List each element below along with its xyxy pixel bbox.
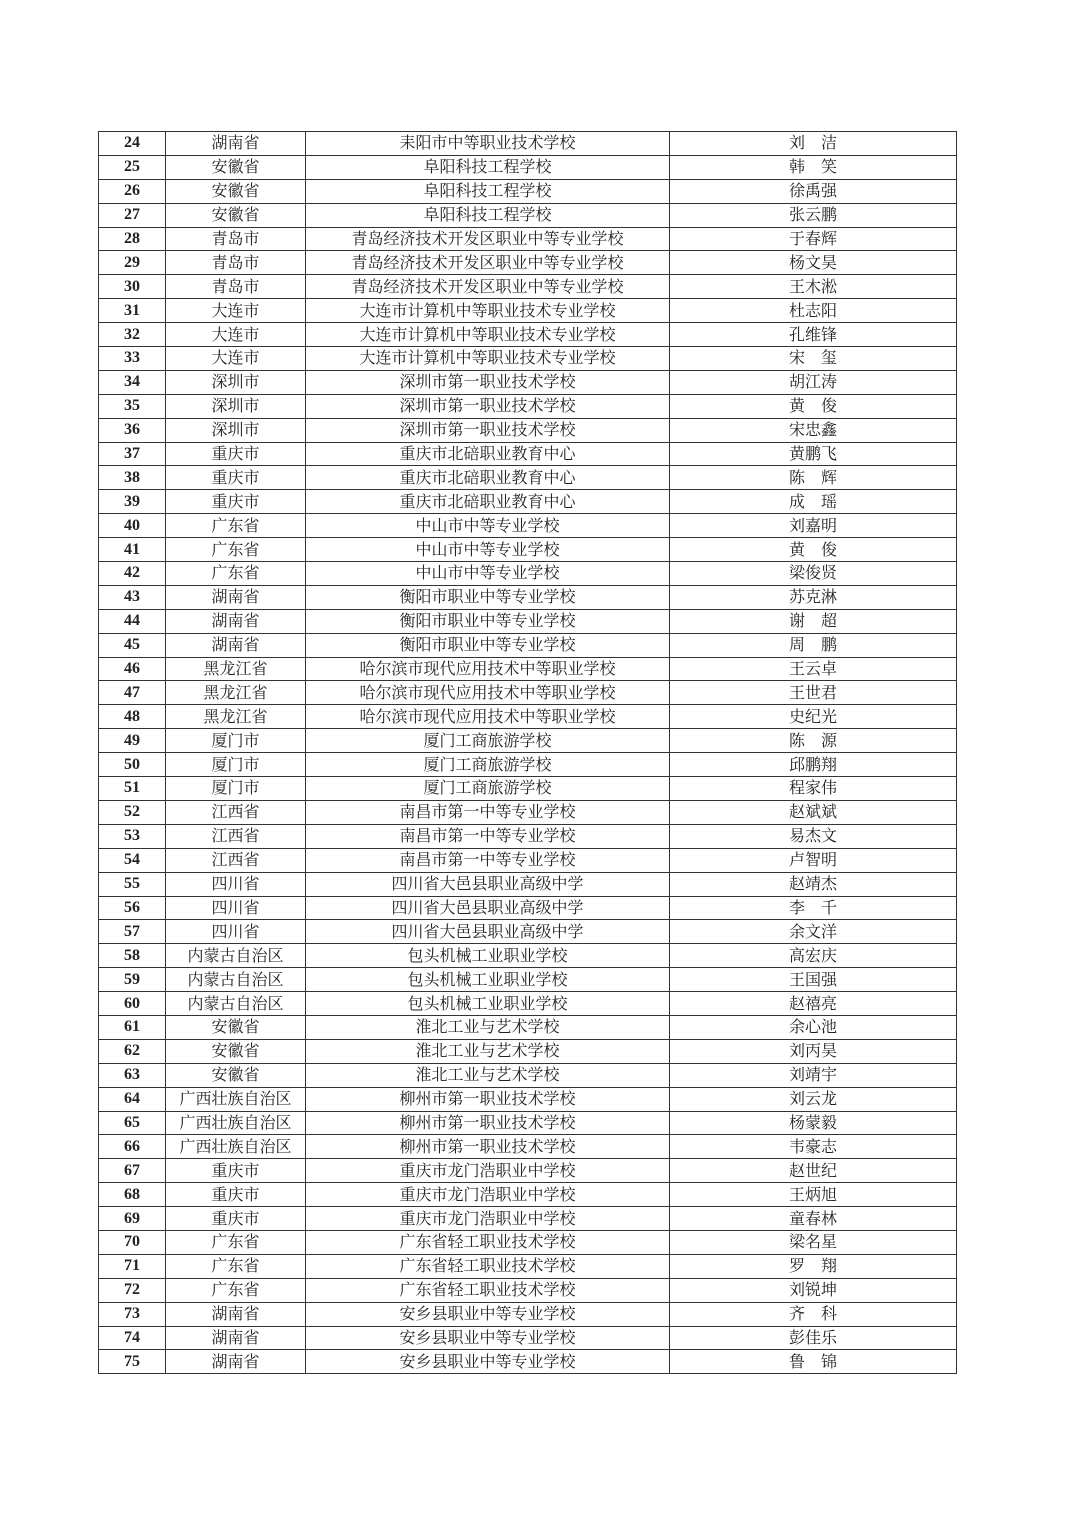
row-number: 60 [99, 992, 166, 1016]
region-cell: 重庆市 [166, 1183, 306, 1207]
name-cell: 张云鹏 [670, 203, 957, 227]
school-cell: 大连市计算机中等职业技术专业学校 [306, 323, 670, 347]
school-cell: 深圳市第一职业技术学校 [306, 394, 670, 418]
school-cell: 阜阳科技工程学校 [306, 203, 670, 227]
region-cell: 江西省 [166, 800, 306, 824]
table-row [99, 872, 957, 896]
region-cell: 深圳市 [166, 370, 306, 394]
row-number: 74 [99, 1326, 166, 1350]
row-number: 34 [99, 370, 166, 394]
region-cell: 湖南省 [166, 132, 306, 156]
table-row [99, 705, 957, 729]
row-number: 29 [99, 251, 166, 275]
name-cell: 史纪光 [670, 705, 957, 729]
school-cell: 哈尔滨市现代应用技术中等职业学校 [306, 705, 670, 729]
table-row [99, 347, 957, 371]
name-cell: 罗 翔 [670, 1254, 957, 1278]
table-row [99, 1230, 957, 1254]
row-number: 53 [99, 824, 166, 848]
name-cell: 杜志阳 [670, 299, 957, 323]
participant-table [98, 131, 957, 1374]
region-cell: 四川省 [166, 896, 306, 920]
name-cell: 程家伟 [670, 777, 957, 801]
school-cell: 四川省大邑县职业高级中学 [306, 896, 670, 920]
name-cell: 余文洋 [670, 920, 957, 944]
school-cell: 南昌市第一中等专业学校 [306, 800, 670, 824]
name-cell: 谢 超 [670, 609, 957, 633]
region-cell: 湖南省 [166, 1302, 306, 1326]
region-cell: 大连市 [166, 323, 306, 347]
row-number: 57 [99, 920, 166, 944]
school-cell: 重庆市龙门浩职业中学校 [306, 1159, 670, 1183]
name-cell: 王炳旭 [670, 1183, 957, 1207]
school-cell: 青岛经济技术开发区职业中等专业学校 [306, 275, 670, 299]
table-row [99, 442, 957, 466]
row-number: 39 [99, 490, 166, 514]
table-row [99, 538, 957, 562]
name-cell: 卢智明 [670, 848, 957, 872]
name-cell: 刘云龙 [670, 1087, 957, 1111]
region-cell: 广西壮族自治区 [166, 1135, 306, 1159]
row-number: 46 [99, 657, 166, 681]
row-number: 30 [99, 275, 166, 299]
row-number: 45 [99, 633, 166, 657]
name-cell: 梁俊贤 [670, 562, 957, 586]
region-cell: 重庆市 [166, 466, 306, 490]
table-row [99, 1039, 957, 1063]
row-number: 68 [99, 1183, 166, 1207]
row-number: 31 [99, 299, 166, 323]
row-number: 26 [99, 179, 166, 203]
table-row [99, 1063, 957, 1087]
name-cell: 韩 笑 [670, 155, 957, 179]
row-number: 65 [99, 1111, 166, 1135]
school-cell: 哈尔滨市现代应用技术中等职业学校 [306, 681, 670, 705]
name-cell: 孔维锋 [670, 323, 957, 347]
region-cell: 深圳市 [166, 418, 306, 442]
row-number: 55 [99, 872, 166, 896]
table-row [99, 992, 957, 1016]
school-cell: 重庆市北碚职业教育中心 [306, 442, 670, 466]
school-cell: 厦门工商旅游学校 [306, 729, 670, 753]
row-number: 71 [99, 1254, 166, 1278]
table-row [99, 1302, 957, 1326]
region-cell: 黑龙江省 [166, 705, 306, 729]
table-row [99, 227, 957, 251]
table-row [99, 418, 957, 442]
name-cell: 黄 俊 [670, 394, 957, 418]
table-row [99, 1159, 957, 1183]
school-cell: 安乡县职业中等专业学校 [306, 1302, 670, 1326]
row-number: 27 [99, 203, 166, 227]
table-row [99, 1278, 957, 1302]
row-number: 24 [99, 132, 166, 156]
school-cell: 大连市计算机中等职业技术专业学校 [306, 299, 670, 323]
school-cell: 包头机械工业职业学校 [306, 944, 670, 968]
region-cell: 青岛市 [166, 251, 306, 275]
table-row [99, 1207, 957, 1231]
name-cell: 王云卓 [670, 657, 957, 681]
table-row [99, 466, 957, 490]
table-row [99, 275, 957, 299]
school-cell: 深圳市第一职业技术学校 [306, 418, 670, 442]
region-cell: 厦门市 [166, 753, 306, 777]
row-number: 33 [99, 347, 166, 371]
name-cell: 刘锐坤 [670, 1278, 957, 1302]
table-row [99, 1254, 957, 1278]
school-cell: 包头机械工业职业学校 [306, 968, 670, 992]
table-row [99, 1015, 957, 1039]
row-number: 51 [99, 777, 166, 801]
school-cell: 南昌市第一中等专业学校 [306, 824, 670, 848]
region-cell: 安徽省 [166, 203, 306, 227]
table-row [99, 490, 957, 514]
row-number: 73 [99, 1302, 166, 1326]
name-cell: 宋忠鑫 [670, 418, 957, 442]
school-cell: 青岛经济技术开发区职业中等专业学校 [306, 227, 670, 251]
table-row [99, 394, 957, 418]
table-row [99, 633, 957, 657]
name-cell: 刘靖宇 [670, 1063, 957, 1087]
name-cell: 鲁 锦 [670, 1350, 957, 1374]
table-row [99, 562, 957, 586]
region-cell: 安徽省 [166, 1015, 306, 1039]
table-row [99, 1087, 957, 1111]
region-cell: 广东省 [166, 514, 306, 538]
table-row [99, 920, 957, 944]
table-row [99, 848, 957, 872]
school-cell: 柳州市第一职业技术学校 [306, 1135, 670, 1159]
region-cell: 江西省 [166, 824, 306, 848]
name-cell: 童春林 [670, 1207, 957, 1231]
table-row [99, 968, 957, 992]
name-cell: 王世君 [670, 681, 957, 705]
school-cell: 南昌市第一中等专业学校 [306, 848, 670, 872]
name-cell: 宋 玺 [670, 347, 957, 371]
region-cell: 厦门市 [166, 729, 306, 753]
row-number: 69 [99, 1207, 166, 1231]
region-cell: 广西壮族自治区 [166, 1087, 306, 1111]
table-row [99, 585, 957, 609]
region-cell: 内蒙古自治区 [166, 944, 306, 968]
row-number: 52 [99, 800, 166, 824]
row-number: 58 [99, 944, 166, 968]
row-number: 47 [99, 681, 166, 705]
row-number: 75 [99, 1350, 166, 1374]
region-cell: 内蒙古自治区 [166, 992, 306, 1016]
region-cell: 湖南省 [166, 1350, 306, 1374]
row-number: 59 [99, 968, 166, 992]
row-number: 43 [99, 585, 166, 609]
table-row [99, 203, 957, 227]
row-number: 66 [99, 1135, 166, 1159]
row-number: 62 [99, 1039, 166, 1063]
school-cell: 淮北工业与艺术学校 [306, 1063, 670, 1087]
name-cell: 徐禹强 [670, 179, 957, 203]
row-number: 36 [99, 418, 166, 442]
row-number: 63 [99, 1063, 166, 1087]
row-number: 37 [99, 442, 166, 466]
region-cell: 安徽省 [166, 179, 306, 203]
region-cell: 湖南省 [166, 585, 306, 609]
row-number: 38 [99, 466, 166, 490]
school-cell: 中山市中等专业学校 [306, 562, 670, 586]
region-cell: 广西壮族自治区 [166, 1111, 306, 1135]
name-cell: 胡江涛 [670, 370, 957, 394]
school-cell: 重庆市北碚职业教育中心 [306, 490, 670, 514]
name-cell: 陈 源 [670, 729, 957, 753]
table-row [99, 681, 957, 705]
school-cell: 安乡县职业中等专业学校 [306, 1326, 670, 1350]
region-cell: 广东省 [166, 538, 306, 562]
region-cell: 广东省 [166, 1278, 306, 1302]
school-cell: 淮北工业与艺术学校 [306, 1039, 670, 1063]
table-row [99, 1326, 957, 1350]
row-number: 41 [99, 538, 166, 562]
name-cell: 余心池 [670, 1015, 957, 1039]
name-cell: 彭佳乐 [670, 1326, 957, 1350]
row-number: 56 [99, 896, 166, 920]
table-row [99, 896, 957, 920]
row-number: 28 [99, 227, 166, 251]
table-row [99, 299, 957, 323]
name-cell: 刘 洁 [670, 132, 957, 156]
row-number: 40 [99, 514, 166, 538]
row-number: 54 [99, 848, 166, 872]
region-cell: 青岛市 [166, 227, 306, 251]
table-row [99, 657, 957, 681]
table-row [99, 323, 957, 347]
table-body [99, 132, 957, 1374]
region-cell: 四川省 [166, 872, 306, 896]
region-cell: 湖南省 [166, 633, 306, 657]
school-cell: 衡阳市职业中等专业学校 [306, 585, 670, 609]
region-cell: 内蒙古自治区 [166, 968, 306, 992]
region-cell: 大连市 [166, 299, 306, 323]
row-number: 42 [99, 562, 166, 586]
row-number: 32 [99, 323, 166, 347]
name-cell: 陈 辉 [670, 466, 957, 490]
row-number: 25 [99, 155, 166, 179]
row-number: 61 [99, 1015, 166, 1039]
name-cell: 苏克淋 [670, 585, 957, 609]
row-number: 50 [99, 753, 166, 777]
school-cell: 大连市计算机中等职业技术专业学校 [306, 347, 670, 371]
region-cell: 安徽省 [166, 155, 306, 179]
school-cell: 广东省轻工职业技术学校 [306, 1278, 670, 1302]
name-cell: 于春辉 [670, 227, 957, 251]
table-row [99, 753, 957, 777]
name-cell: 韦豪志 [670, 1135, 957, 1159]
school-cell: 衡阳市职业中等专业学校 [306, 633, 670, 657]
table-row [99, 1350, 957, 1374]
school-cell: 包头机械工业职业学校 [306, 992, 670, 1016]
region-cell: 安徽省 [166, 1063, 306, 1087]
name-cell: 黄鹏飞 [670, 442, 957, 466]
school-cell: 哈尔滨市现代应用技术中等职业学校 [306, 657, 670, 681]
table-row [99, 1135, 957, 1159]
row-number: 35 [99, 394, 166, 418]
row-number: 49 [99, 729, 166, 753]
region-cell: 厦门市 [166, 777, 306, 801]
table-row [99, 155, 957, 179]
region-cell: 湖南省 [166, 609, 306, 633]
region-cell: 大连市 [166, 347, 306, 371]
school-cell: 柳州市第一职业技术学校 [306, 1111, 670, 1135]
name-cell: 高宏庆 [670, 944, 957, 968]
region-cell: 青岛市 [166, 275, 306, 299]
school-cell: 广东省轻工职业技术学校 [306, 1230, 670, 1254]
name-cell: 齐 科 [670, 1302, 957, 1326]
school-cell: 阜阳科技工程学校 [306, 155, 670, 179]
school-cell: 重庆市龙门浩职业中学校 [306, 1207, 670, 1231]
school-cell: 四川省大邑县职业高级中学 [306, 920, 670, 944]
region-cell: 湖南省 [166, 1326, 306, 1350]
name-cell: 易杰文 [670, 824, 957, 848]
name-cell: 成 瑶 [670, 490, 957, 514]
region-cell: 江西省 [166, 848, 306, 872]
school-cell: 阜阳科技工程学校 [306, 179, 670, 203]
school-cell: 厦门工商旅游学校 [306, 753, 670, 777]
region-cell: 深圳市 [166, 394, 306, 418]
region-cell: 重庆市 [166, 490, 306, 514]
table-row [99, 777, 957, 801]
table-row [99, 800, 957, 824]
table-row [99, 944, 957, 968]
school-cell: 柳州市第一职业技术学校 [306, 1087, 670, 1111]
school-cell: 耒阳市中等职业技术学校 [306, 132, 670, 156]
region-cell: 黑龙江省 [166, 681, 306, 705]
name-cell: 刘嘉明 [670, 514, 957, 538]
name-cell: 刘丙昊 [670, 1039, 957, 1063]
row-number: 67 [99, 1159, 166, 1183]
name-cell: 杨文昊 [670, 251, 957, 275]
school-cell: 中山市中等专业学校 [306, 514, 670, 538]
school-cell: 中山市中等专业学校 [306, 538, 670, 562]
school-cell: 重庆市北碚职业教育中心 [306, 466, 670, 490]
table-row [99, 1111, 957, 1135]
name-cell: 赵斌斌 [670, 800, 957, 824]
table-row [99, 251, 957, 275]
name-cell: 赵禧亮 [670, 992, 957, 1016]
school-cell: 安乡县职业中等专业学校 [306, 1350, 670, 1374]
table-row [99, 179, 957, 203]
region-cell: 安徽省 [166, 1039, 306, 1063]
name-cell: 赵世纪 [670, 1159, 957, 1183]
name-cell: 王国强 [670, 968, 957, 992]
table-row [99, 729, 957, 753]
table-row [99, 370, 957, 394]
row-number: 70 [99, 1230, 166, 1254]
name-cell: 李 千 [670, 896, 957, 920]
region-cell: 广东省 [166, 562, 306, 586]
name-cell: 邱鹏翔 [670, 753, 957, 777]
name-cell: 王木淞 [670, 275, 957, 299]
school-cell: 重庆市龙门浩职业中学校 [306, 1183, 670, 1207]
region-cell: 重庆市 [166, 1159, 306, 1183]
school-cell: 淮北工业与艺术学校 [306, 1015, 670, 1039]
school-cell: 衡阳市职业中等专业学校 [306, 609, 670, 633]
name-cell: 周 鹏 [670, 633, 957, 657]
row-number: 64 [99, 1087, 166, 1111]
region-cell: 广东省 [166, 1254, 306, 1278]
table-row [99, 132, 957, 156]
school-cell: 四川省大邑县职业高级中学 [306, 872, 670, 896]
region-cell: 黑龙江省 [166, 657, 306, 681]
school-cell: 深圳市第一职业技术学校 [306, 370, 670, 394]
table-row [99, 609, 957, 633]
name-cell: 杨蒙毅 [670, 1111, 957, 1135]
region-cell: 广东省 [166, 1230, 306, 1254]
row-number: 48 [99, 705, 166, 729]
school-cell: 青岛经济技术开发区职业中等专业学校 [306, 251, 670, 275]
table-row [99, 1183, 957, 1207]
region-cell: 重庆市 [166, 442, 306, 466]
region-cell: 四川省 [166, 920, 306, 944]
name-cell: 梁名星 [670, 1230, 957, 1254]
table-row [99, 824, 957, 848]
region-cell: 重庆市 [166, 1207, 306, 1231]
row-number: 44 [99, 609, 166, 633]
name-cell: 赵靖杰 [670, 872, 957, 896]
name-cell: 黄 俊 [670, 538, 957, 562]
school-cell: 厦门工商旅游学校 [306, 777, 670, 801]
table-row [99, 514, 957, 538]
row-number: 72 [99, 1278, 166, 1302]
school-cell: 广东省轻工职业技术学校 [306, 1254, 670, 1278]
